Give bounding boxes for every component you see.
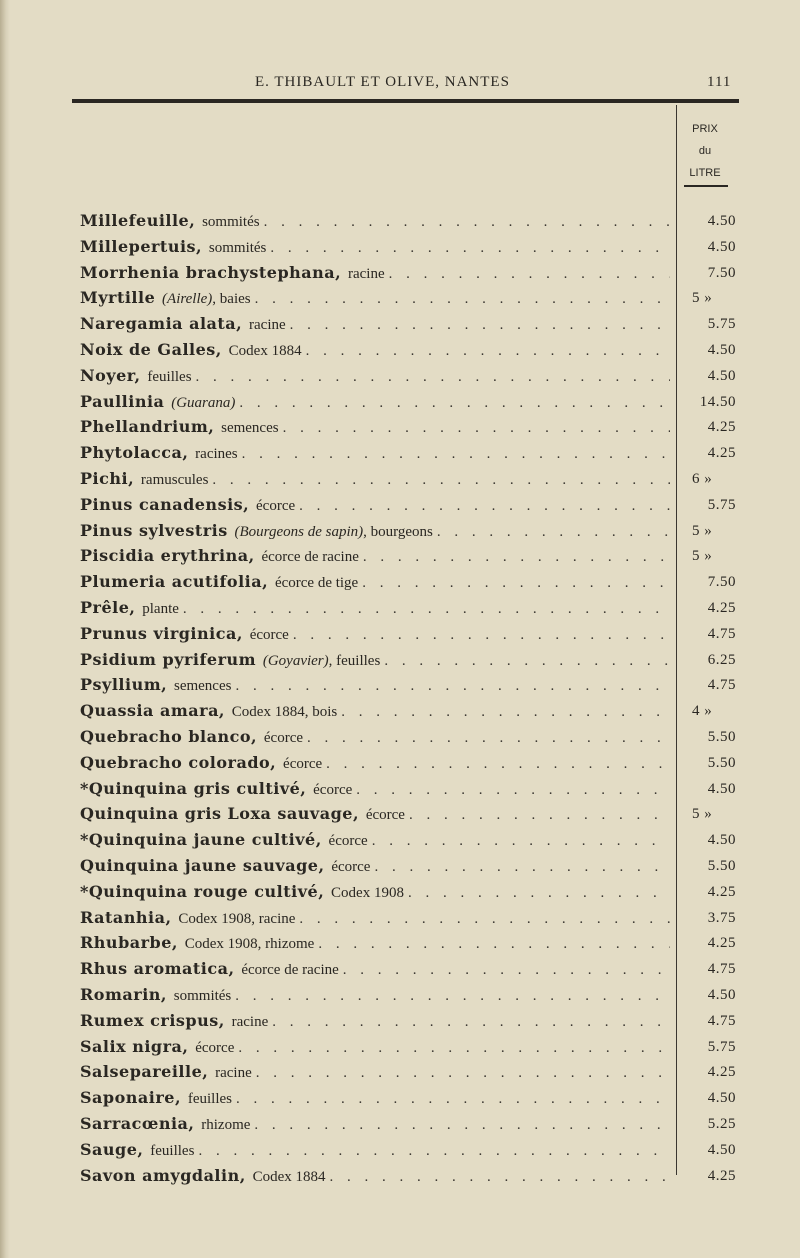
- entry-price: 4.75: [707, 1012, 736, 1029]
- entry-text: [80, 363, 670, 389]
- price-header-rule: [684, 185, 728, 187]
- list-item: [0, 956, 800, 982]
- entry-description: (Goyavier), feuilles: [262, 652, 381, 669]
- entry-text: [80, 260, 670, 286]
- entry-description: feuilles: [147, 368, 192, 385]
- entry-text: [80, 543, 670, 569]
- entry-name: Quinquina jaune sauvage,: [80, 856, 325, 875]
- entry-description: écorce: [263, 730, 304, 746]
- dot-leader: [343, 957, 670, 982]
- entry-price: 5 »: [692, 522, 713, 539]
- list-item: [0, 1163, 800, 1189]
- entry-price: 5 »: [692, 548, 713, 565]
- entry-price: 4.75: [707, 961, 736, 978]
- dot-leader: [409, 802, 670, 827]
- list-item: [0, 389, 800, 415]
- entry-description: (Airelle), baies: [162, 291, 251, 308]
- price-header-line3: LITRE: [689, 167, 721, 179]
- entry-text: [80, 879, 670, 905]
- entry-name: Sauge,: [80, 1139, 144, 1159]
- dot-leader: [318, 931, 670, 956]
- entry-text: [80, 956, 670, 982]
- entry-name: Quassia amara,: [80, 701, 225, 721]
- list-item: [0, 208, 800, 234]
- entry-text: [80, 776, 670, 802]
- dot-leader: [270, 235, 670, 260]
- dot-leader: [341, 699, 670, 724]
- entry-text: [80, 853, 670, 879]
- entry-name: Pinus sylvestris: [80, 520, 228, 540]
- entry-name: Ratanhia,: [80, 907, 172, 927]
- price-header-line1: PRIX: [692, 123, 718, 135]
- entry-name: Noix de Galles,: [80, 340, 222, 359]
- entry-price: 4.25: [707, 419, 736, 436]
- entry-name: *Quinquina rouge cultivé,: [80, 881, 325, 901]
- entry-price: 5 »: [692, 290, 713, 307]
- entry-description: écorce: [313, 781, 353, 798]
- entry-name: Salix nigra,: [80, 1036, 189, 1056]
- dot-leader: [408, 880, 670, 905]
- list-item: [0, 492, 800, 518]
- entry-description: écorce: [249, 626, 289, 643]
- list-item: [0, 1111, 800, 1137]
- list-item: [0, 801, 800, 827]
- entry-price: 4.25: [707, 1167, 736, 1184]
- list-item: [0, 750, 800, 776]
- list-item: [0, 311, 800, 337]
- entry-price: 5.75: [707, 316, 736, 333]
- dot-leader: [212, 467, 670, 492]
- list-item: [0, 518, 800, 544]
- list-item: [0, 672, 800, 698]
- entry-text: [80, 1111, 670, 1137]
- entry-price: 5.75: [707, 1038, 736, 1055]
- entry-text: [80, 208, 670, 234]
- entry-price: 6.25: [707, 651, 736, 668]
- price-header-line2: du: [698, 145, 712, 157]
- list-item: [0, 414, 800, 440]
- list-item: [0, 647, 800, 673]
- dot-leader: [306, 338, 670, 363]
- entry-name: Pinus canadensis,: [80, 494, 250, 514]
- entry-text: [80, 1137, 670, 1163]
- entry-price: 4.25: [707, 445, 736, 462]
- entry-name: Pichi,: [80, 469, 135, 488]
- entry-price: 4.25: [707, 883, 736, 900]
- dot-leader: [242, 441, 670, 466]
- list-item: [0, 853, 800, 879]
- entry-text: [80, 595, 670, 621]
- entry-description: écorce: [328, 833, 368, 850]
- entry-text: [80, 311, 670, 337]
- entry-name: Quebracho colorado,: [80, 752, 277, 772]
- entry-price: 4.50: [707, 780, 736, 797]
- entry-description: écorce de tige: [274, 575, 359, 592]
- entry-text: [80, 1163, 670, 1189]
- list-item: [0, 595, 800, 621]
- dot-leader: [389, 261, 670, 286]
- entry-description: Codex 1908, rhizome: [184, 936, 315, 953]
- entry-text: [80, 492, 670, 518]
- entry-description: racines: [195, 446, 238, 463]
- list-item: [0, 260, 800, 286]
- entry-description: sommités: [173, 988, 232, 1004]
- dot-leader: [196, 364, 670, 389]
- entry-price: 4.50: [707, 367, 736, 384]
- entry-text: [80, 234, 670, 260]
- dot-leader: [290, 312, 670, 337]
- entry-text: [80, 930, 670, 956]
- entry-name: Paullinia: [80, 391, 165, 411]
- dot-leader: [356, 777, 670, 802]
- entry-name: Phellandrium,: [80, 417, 215, 437]
- dot-leader: [293, 622, 670, 647]
- dot-leader: [363, 544, 670, 569]
- list-item: [0, 698, 800, 724]
- list-item: [0, 879, 800, 905]
- entry-price: 7.50: [707, 574, 736, 591]
- entry-price: 4.50: [707, 987, 736, 1003]
- entry-description: sommités: [202, 214, 260, 230]
- dot-leader: [238, 1035, 670, 1060]
- list-item: [0, 234, 800, 260]
- price-column-header: [680, 118, 730, 184]
- entry-name: Psyllium,: [80, 675, 168, 695]
- entry-description: rhizome: [201, 1117, 251, 1133]
- entry-price: 4.50: [707, 342, 736, 358]
- page-number: 111: [707, 74, 732, 90]
- entry-price: 5.25: [707, 1116, 736, 1132]
- dot-leader: [255, 286, 670, 311]
- entry-price: 4.25: [707, 1064, 736, 1081]
- list-item: [0, 1034, 800, 1060]
- entry-name: Rhus aromatica,: [80, 959, 235, 979]
- entry-text: [80, 647, 670, 673]
- entry-description: (Bourgeons de sapin), bourgeons: [234, 523, 433, 540]
- dot-leader: [235, 673, 670, 698]
- entry-description: racine: [347, 265, 385, 282]
- entry-text: [80, 982, 670, 1008]
- entry-text: [80, 1085, 670, 1111]
- dot-leader: [362, 570, 670, 595]
- entry-description: Codex 1908, racine: [178, 910, 296, 927]
- dot-leader: [254, 1112, 670, 1137]
- entry-text: [80, 672, 670, 698]
- entry-description: plante: [142, 601, 179, 617]
- entry-description: écorce: [195, 1039, 235, 1056]
- dot-leader: [235, 983, 670, 1008]
- entry-text: [80, 1034, 670, 1060]
- list-item: [0, 1085, 800, 1111]
- entry-text: [80, 285, 670, 311]
- entry-name: Piscidia erythrina,: [80, 546, 255, 566]
- entry-text: [80, 698, 670, 724]
- entry-description: écorce: [283, 755, 323, 772]
- entry-description: écorce: [365, 807, 405, 824]
- entry-name: Rhubarbe,: [80, 933, 178, 953]
- list-item: [0, 569, 800, 595]
- dot-leader: [330, 1164, 671, 1189]
- dot-leader: [283, 415, 670, 440]
- entry-name: Millepertuis,: [80, 236, 203, 256]
- dot-leader: [299, 906, 670, 931]
- entry-name: Morrhenia brachystephana,: [80, 262, 342, 282]
- list-item: [0, 982, 800, 1008]
- entry-description: racine: [215, 1065, 252, 1082]
- dot-leader: [374, 854, 670, 879]
- entry-price: 4 »: [692, 703, 713, 720]
- list-item: [0, 827, 800, 853]
- entry-text: [80, 724, 670, 750]
- entry-name: Rumex crispus,: [80, 1010, 225, 1030]
- entry-name: Psidium pyriferum: [80, 649, 257, 669]
- entry-description: semences: [173, 678, 232, 695]
- entry-name: Prêle,: [80, 598, 136, 617]
- page-header: [0, 74, 800, 96]
- entry-text: [80, 337, 670, 363]
- dot-leader: [183, 596, 670, 621]
- entry-name: Noyer,: [80, 365, 141, 385]
- dot-leader: [299, 493, 670, 518]
- entry-text: [80, 1008, 670, 1034]
- list-item: [0, 776, 800, 802]
- list-item: [0, 543, 800, 569]
- entry-description: écorce de racine: [241, 962, 339, 979]
- entry-name: Savon amygdalin,: [80, 1165, 246, 1185]
- entry-description: écorce: [331, 859, 371, 875]
- list-item: [0, 1008, 800, 1034]
- entry-price: 5 »: [692, 806, 713, 823]
- list-item: [0, 905, 800, 931]
- entry-name: Romarin,: [80, 985, 167, 1004]
- entry-price: 5.50: [707, 858, 736, 874]
- entry-text: [80, 1059, 670, 1085]
- entry-description: Codex 1884: [228, 343, 302, 359]
- entry-description: écorce: [256, 497, 296, 514]
- entry-name: Sarracœnia,: [80, 1114, 195, 1133]
- entry-price: 3.75: [707, 909, 736, 926]
- dot-leader: [198, 1138, 670, 1163]
- entry-description: sommités: [208, 239, 267, 256]
- entry-text: [80, 905, 670, 931]
- entry-price: 4.50: [707, 1090, 736, 1107]
- entry-description: (Guarana): [171, 394, 236, 411]
- entry-description: ramuscules: [140, 472, 209, 488]
- entry-price: 4.25: [707, 935, 736, 952]
- dot-leader: [384, 648, 670, 673]
- entry-description: feuilles: [150, 1142, 195, 1159]
- entry-name: Prunus virginica,: [80, 623, 243, 643]
- list-item: [0, 621, 800, 647]
- entry-description: Codex 1908: [331, 884, 404, 901]
- entry-price: 5.75: [707, 496, 736, 513]
- entry-description: semences: [221, 420, 279, 437]
- entry-name: *Quinquina gris cultivé,: [80, 778, 307, 798]
- entry-text: [80, 440, 670, 466]
- entry-description: racine: [231, 1013, 269, 1030]
- entry-text: [80, 466, 670, 492]
- dot-leader: [272, 1009, 670, 1034]
- list-item: [0, 285, 800, 311]
- entry-text: [80, 827, 670, 853]
- list-item: [0, 363, 800, 389]
- entry-text: [80, 414, 670, 440]
- entry-name: *Quinquina jaune cultivé,: [80, 830, 322, 850]
- dot-leader: [236, 1086, 670, 1111]
- entry-name: Millefeuille,: [80, 211, 196, 230]
- entry-price: 4.75: [707, 625, 736, 642]
- entry-text: [80, 389, 670, 415]
- entry-text: [80, 801, 670, 827]
- entry-description: racine: [249, 317, 286, 334]
- list-item: [0, 337, 800, 363]
- list-item: [0, 1137, 800, 1163]
- entry-price: 4.50: [707, 238, 736, 255]
- dot-leader: [326, 751, 670, 776]
- entry-name: Plumeria acutifolia,: [80, 572, 269, 592]
- dot-leader: [437, 519, 670, 544]
- entry-name: Saponaire,: [80, 1088, 182, 1108]
- entry-name: Naregamia alata,: [80, 314, 243, 334]
- entry-text: [80, 750, 670, 776]
- entry-name: Quebracho blanco,: [80, 727, 258, 746]
- header-rule: [72, 99, 739, 103]
- entry-price: 4.50: [707, 832, 736, 849]
- entry-description: écorce de racine: [261, 549, 359, 566]
- dot-leader: [256, 1060, 670, 1085]
- entry-price: 14.50: [699, 393, 736, 410]
- entry-price: 4.25: [707, 600, 736, 616]
- entry-text: [80, 518, 670, 544]
- entry-text: [80, 569, 670, 595]
- list-item: [0, 440, 800, 466]
- entry-price: 5.50: [707, 729, 736, 745]
- entry-price: 6 »: [692, 471, 713, 487]
- entry-price: 5.50: [707, 754, 736, 771]
- entry-name: Phytolacca,: [80, 443, 189, 463]
- dot-leader: [372, 828, 670, 853]
- entry-price: 4.50: [707, 1141, 736, 1158]
- entry-price: 4.50: [707, 213, 736, 229]
- dot-leader: [307, 725, 670, 750]
- list-item: [0, 1059, 800, 1085]
- dot-leader: [239, 390, 670, 415]
- entry-description: Codex 1884, bois: [231, 704, 338, 721]
- entry-price: 7.50: [707, 264, 736, 281]
- entry-text: [80, 621, 670, 647]
- publisher-name: E. THIBAULT ET OLIVE, NANTES: [255, 74, 510, 90]
- entry-description: feuilles: [187, 1091, 232, 1108]
- list-item: [0, 930, 800, 956]
- dot-leader: [264, 209, 670, 234]
- entry-price: 4.75: [707, 677, 736, 694]
- list-item: [0, 466, 800, 492]
- entry-description: Codex 1884: [252, 1168, 326, 1185]
- entry-name: Quinquina gris Loxa sauvage,: [80, 804, 360, 824]
- entry-name: Myrtille: [80, 288, 156, 308]
- entry-name: Salsepareille,: [80, 1062, 209, 1082]
- list-item: [0, 724, 800, 750]
